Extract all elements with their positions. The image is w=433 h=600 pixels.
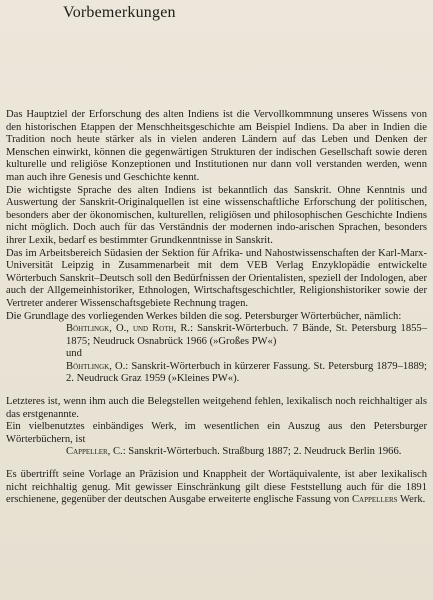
page-heading: Vorbemerkungen: [63, 4, 176, 21]
reference-author: Böhtlingk, O., und Roth, R.:: [66, 323, 194, 335]
conjunction-und: und: [66, 348, 82, 360]
paragraph-7-name: Cappellers: [351, 494, 398, 506]
paragraph-2: Die wichtigste Sprache des alten Indiens ist bekanntlich das Sanskrit. Ohne Kenntnis und Auswertung der Sanskrit-Originalquellen ist eine wissenschaftliche Erforschung der politischen, besonders aber der ökonomischen, kulturellen, religiösen und philosophischen Geschichte Indiens nicht möglich. Doch auch für das Verständnis der modernen indo-arischen Sprachen, besonders ihrer Lexik, bedarf es bestimmter Grundkenntnisse in Sanskrit.: [6, 184, 427, 246]
paragraph-3: Das im Arbeitsbereich Südasien der Sektion für Afrika- und Nahostwissenschaften der Karl-Marx-Universität Leipzig in Zusammenarbeit mit dem VEB Verlag Enzyklopädie entwickelte Wörterbuch Sanskrit–Deutsch soll den Bedürfnissen der Orientalisten, speziell der Indologen, aber auch der Allgemeinhistoriker, Ethnologen, Wirtschaftsgeschichtler, Religionshistoriker sowie der Vertreter anderer Wissenschaftsgebiete Rechnung tragen.: [6, 247, 427, 309]
reference-cappeller: [6, 446, 427, 459]
reference-text: Sanskrit-Wörterbuch. Straßburg 1887; 2. Neudruck Berlin 1966.: [128, 446, 402, 458]
paragraph-7-text: Es übertrifft seine Vorlage an Präzision und Knappheit der Wortäquivalente, ist aber lexikalisch nicht reichhaltig genug. Mit gewisser Einschränkung gilt diese Feststellung auch für die 1891 erschienene, gegenüber der deutschen Ausgabe erweiterte englische Fassung von: [6, 469, 427, 506]
spacer: [6, 459, 427, 469]
reference-author: Cappeller, C.:: [66, 446, 126, 458]
reference-text: Sanskrit-Wörterbuch. 7 Bände, St. Petersburg 1855–1875; Neudruck Osnabrück 1966 (»Großes PW«): [66, 323, 428, 347]
paragraph-5: Letzteres ist, wenn ihm auch die Belegstellen weitgehend fehlen, lexikalisch noch reichhaltiger als das erstgenannte.: [6, 396, 427, 420]
paragraph-6: Ein vielbenutztes einbändiges Werk, im wesentlichen ein Auszug aus den Petersburger Wörterbüchern, ist: [6, 421, 427, 445]
body-text: [6, 109, 427, 507]
paragraph-7: [6, 469, 427, 507]
reference-author: Böhtlingk, O.:: [66, 360, 129, 372]
paragraph-4: Die Grundlage des vorliegenden Werkes bilden die sog. Petersburger Wörterbücher, nämlich:: [6, 310, 402, 322]
reference-boehtlingk-roth: [6, 323, 427, 348]
reference-text: Sanskrit-Wörterbuch in kürzerer Fassung. St. Petersburg 1879–1889; 2. Neudruck Graz 1959 (»Kleines PW«).: [66, 360, 427, 385]
paragraph-1: Das Hauptziel der Erforschung des alten Indiens ist die Vervollkommnung unseres Wissens von den historischen Etappen der Menschheitsgeschichte am Beispiel Indiens. Da aber in Indien die Tradition noch heute stärker als in vielen anderen Ländern auf das Leben und Denken der Menschen einwirkt, können die gegenwärtigen Strukturen der indischen Gesellschaft sowie deren kulturelle und religiöse Konzeptionen und Institutionen nur dann voll verstanden werden, wenn man auch ihre Genesis und Geschichte kennt.: [6, 109, 427, 183]
paragraph-7-end: Werk.: [400, 494, 426, 506]
reference-boehtlingk: [6, 361, 427, 386]
spacer: [6, 386, 427, 396]
